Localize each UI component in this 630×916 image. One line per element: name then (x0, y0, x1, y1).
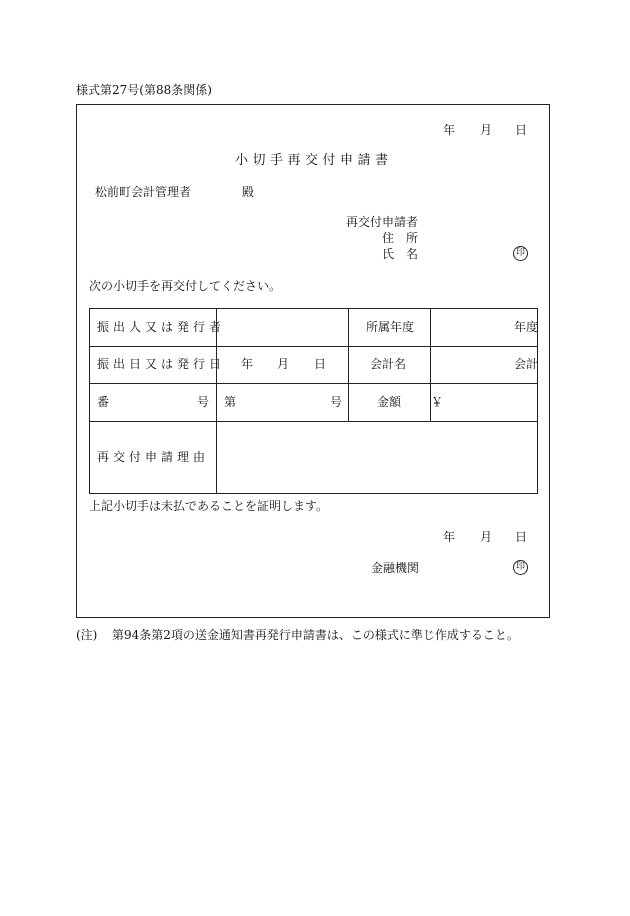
account-suffix: 会計 (514, 357, 539, 371)
date-bottom-month: 月 (480, 530, 493, 544)
applicant-heading: 再交付申請者 (346, 215, 419, 229)
table-line-left (89, 308, 90, 494)
form-title: 小切手再交付申請書 (235, 153, 393, 168)
table-line-col2 (348, 308, 349, 422)
yen-symbol: ￥ (431, 395, 444, 409)
form-number: 様式第27号(第88条関係) (76, 83, 212, 97)
note-text: 第94条第2項の送金通知書再発行申請書は、この様式に準じ作成すること。 (112, 628, 519, 642)
date-top-day: 日 (515, 123, 528, 137)
bank-label: 金融機関 (371, 561, 420, 575)
issue-date-day: 日 (314, 357, 327, 371)
table-line-col1 (216, 308, 217, 494)
request-text: 次の小切手を再交付してください。 (89, 279, 282, 293)
table-line-row2 (89, 383, 538, 384)
table-line-top (89, 308, 538, 309)
fiscal-year-label: 所属年度 (366, 320, 415, 334)
table-line-row1 (89, 346, 538, 347)
number-label-right: 号 (197, 395, 210, 409)
date-bottom-year: 年 (443, 530, 456, 544)
honorific: 殿 (242, 185, 255, 199)
issue-date-label: 振出日又は発行日 (97, 357, 226, 371)
table-line-bottom (89, 493, 538, 494)
account-label: 会計名 (370, 357, 407, 371)
addressee: 松前町会計管理者 (95, 185, 192, 199)
date-top-month: 月 (480, 123, 493, 137)
number-prefix: 第 (224, 395, 237, 409)
drawer-label: 振出人又は発行者 (97, 320, 226, 334)
number-suffix: 号 (330, 395, 343, 409)
date-top-year: 年 (443, 123, 456, 137)
applicant-address-label: 住 所 (382, 231, 419, 245)
applicant-name-label: 氏 名 (382, 247, 419, 261)
seal-icon: 印 (513, 246, 528, 261)
note-label: (注) (76, 628, 98, 642)
table-line-row3 (89, 421, 538, 422)
issue-date-year: 年 (241, 357, 254, 371)
fiscal-year-suffix: 年度 (514, 320, 539, 334)
amount-label: 金額 (377, 395, 402, 409)
table-line-right (537, 308, 538, 494)
reason-label: 再交付申請理由 (97, 450, 210, 464)
number-label-left: 番 (97, 395, 110, 409)
bank-seal-icon: 印 (513, 560, 528, 575)
issue-date-month: 月 (277, 357, 290, 371)
date-bottom-day: 日 (515, 530, 528, 544)
certify-text: 上記小切手は未払であることを証明します。 (89, 499, 329, 513)
